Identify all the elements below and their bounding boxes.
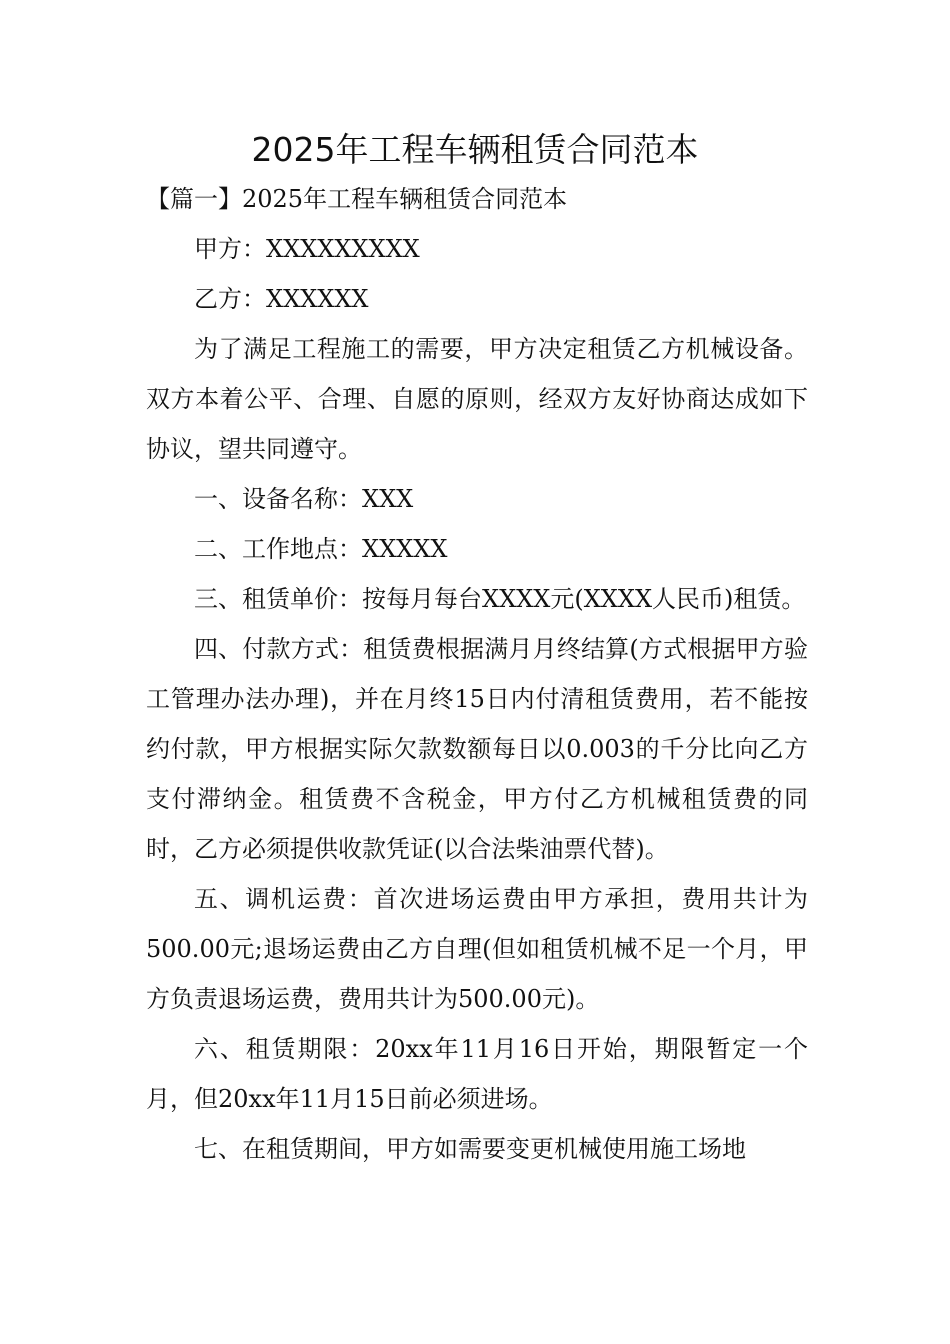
paragraph-clause-6: 六、租赁期限：20xx年11月16日开始，期限暂定一个月，但20xx年11月15日前必须进场。: [146, 1035, 808, 1113]
paragraph-clause-7: 七、在租赁期间，甲方如需要变更机械使用施工场地: [194, 1135, 746, 1163]
document-body: [146, 174, 808, 1174]
paragraph-clause-2: 二、工作地点：XXXXX: [194, 535, 448, 563]
paragraph-clause-3: 三、租赁单价：按每月每台XXXX元(XXXX人民币)租赁。: [194, 585, 806, 613]
paragraph-clause-4: 四、付款方式：租赁费根据满月月终结算(方式根据甲方验工管理办法办理)，并在月终15日内付清租赁费用，若不能按约付款，甲方根据实际欠款数额每日以0.003的千分比向乙方支付滞纳金。租赁费不含税金，甲方付乙方机械租赁费的同时，乙方必须提供收款凭证(以合法柴油票代替)。: [146, 635, 808, 863]
document-title: 2025年工程车辆租赁合同范本: [251, 130, 699, 169]
paragraph-clause-5: 五、调机运费：首次进场运费由甲方承担，费用共计为500.00元;退场运费由乙方自理(但如租赁机械不足一个月，甲方负责退场运费，费用共计为500.00元)。: [146, 885, 808, 1013]
section-heading: 【篇一】2025年工程车辆租赁合同范本: [146, 185, 568, 213]
paragraph-party-b: 乙方：XXXXXX: [194, 285, 369, 313]
paragraph-clause-1: 一、设备名称：XXX: [194, 485, 414, 513]
paragraph-preamble: 为了满足工程施工的需要，甲方决定租赁乙方机械设备。双方本着公平、合理、自愿的原则，经双方友好协商达成如下协议，望共同遵守。: [146, 335, 808, 463]
paragraph-party-a: 甲方：XXXXXXXXX: [194, 235, 420, 263]
